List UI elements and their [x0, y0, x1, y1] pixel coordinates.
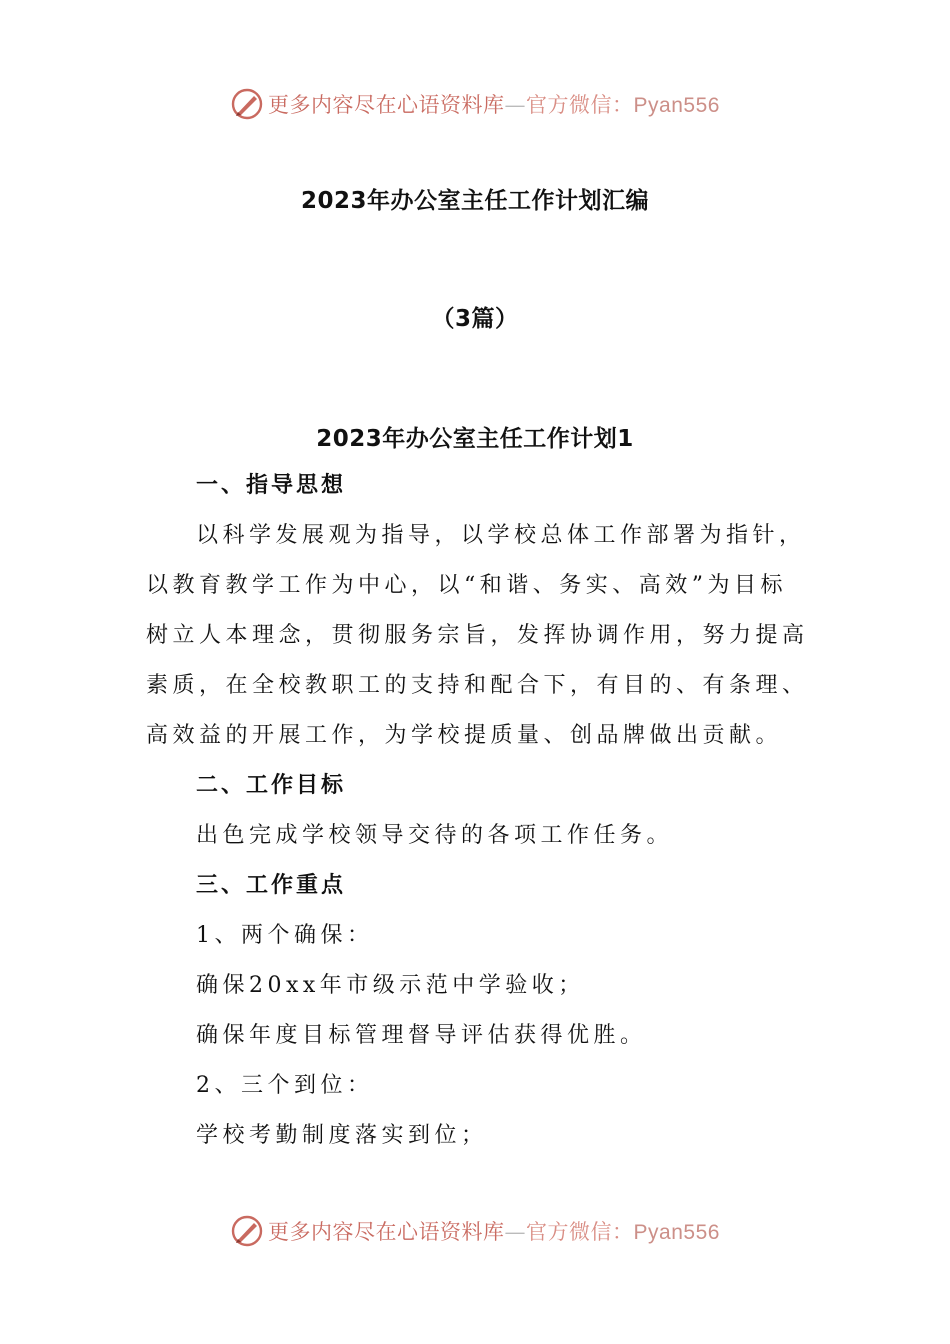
- section2-heading: 二、工作目标: [196, 773, 347, 798]
- section1-line-2: 以教育教学工作为中心，以“和谐、务实、高效”为目标: [146, 573, 787, 598]
- pen-logo-icon: [230, 1214, 264, 1248]
- watermark-footer: [0, 1211, 950, 1251]
- watermark-official: 官方微信：: [526, 1220, 634, 1244]
- watermark-official: 官方微信：: [526, 93, 634, 117]
- watermark-account: Pyan556: [633, 1221, 720, 1244]
- document-count: （3篇）: [431, 306, 519, 332]
- pen-logo-icon: [230, 87, 264, 121]
- document-title: 2023年办公室主任工作计划汇编: [300, 188, 649, 214]
- watermark-separator: —: [504, 93, 527, 117]
- section1-line-1: 以科学发展观为指导，以学校总体工作部署为指针，: [196, 523, 806, 548]
- section3-item-2: 确保20xx年市级示范中学验收；: [196, 973, 585, 998]
- section3-item-1: 1、两个确保：: [196, 923, 374, 948]
- plan-title: 2023年办公室主任工作计划1: [316, 426, 634, 452]
- section3-item-4: 2、三个到位：: [196, 1073, 374, 1098]
- section2-text: 出色完成学校领导交待的各项工作任务。: [196, 823, 674, 848]
- watermark-header: [0, 84, 950, 124]
- watermark-brand: 更多内容尽在心语资料库: [268, 93, 505, 117]
- watermark-text: [268, 89, 720, 119]
- section1-line-4: 素质，在全校教职工的支持和配合下，有目的、有条理、: [146, 673, 809, 698]
- section3-heading: 三、工作重点: [196, 873, 347, 898]
- watermark-separator: —: [504, 1220, 527, 1244]
- watermark-account: Pyan556: [633, 94, 720, 117]
- section3-item-5: 学校考勤制度落实到位；: [196, 1123, 488, 1148]
- section3-item-3: 确保年度目标管理督导评估获得优胜。: [196, 1023, 647, 1048]
- watermark-text: [268, 1216, 720, 1246]
- section1-line-3: 树立人本理念，贯彻服务宗旨，发挥协调作用，努力提高: [146, 623, 809, 648]
- section1-heading: 一、指导思想: [196, 473, 347, 498]
- section1-line-5: 高效益的开展工作，为学校提质量、创品牌做出贡献。: [146, 723, 783, 748]
- watermark-brand: 更多内容尽在心语资料库: [268, 1220, 505, 1244]
